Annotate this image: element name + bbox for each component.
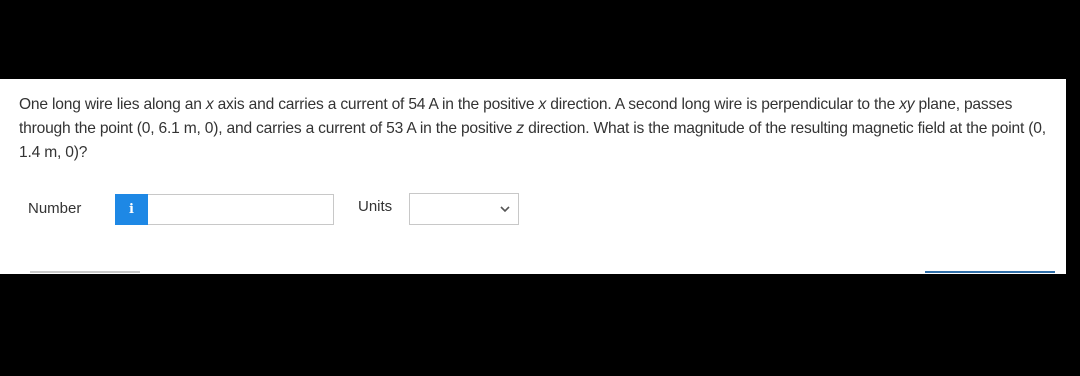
accent-divider [925,271,1055,273]
question-text-part: One long wire lies along an [19,96,206,113]
variable-x: x [205,96,214,113]
units-label: Units [358,198,393,215]
number-label: Number [28,200,82,217]
question-text-part: direction. What is the magnitude of the resulting magnetic field at the point (0, 1.4 m, 0)? [19,120,1046,161]
variable-x: x [538,96,547,113]
divider [30,271,140,273]
question-panel [0,79,1066,274]
question-text-part: plane, passes through the point (0, 6.1 m, 0), and carries a current of 53 A in the positive [19,96,1013,137]
number-input[interactable] [148,194,334,225]
variable-z: z [516,120,524,137]
question-text-part: direction. A second long wire is perpendicular to the [546,96,900,113]
answer-row [0,191,1066,227]
chevron-down-icon [500,205,510,213]
question-text-part: axis and carries a current of 54 A in the positive [213,96,539,113]
info-button[interactable] [115,194,148,225]
units-select[interactable] [409,193,519,225]
question-text [19,93,1049,165]
info-icon: i [129,202,134,217]
variable-xy: xy [899,96,915,113]
